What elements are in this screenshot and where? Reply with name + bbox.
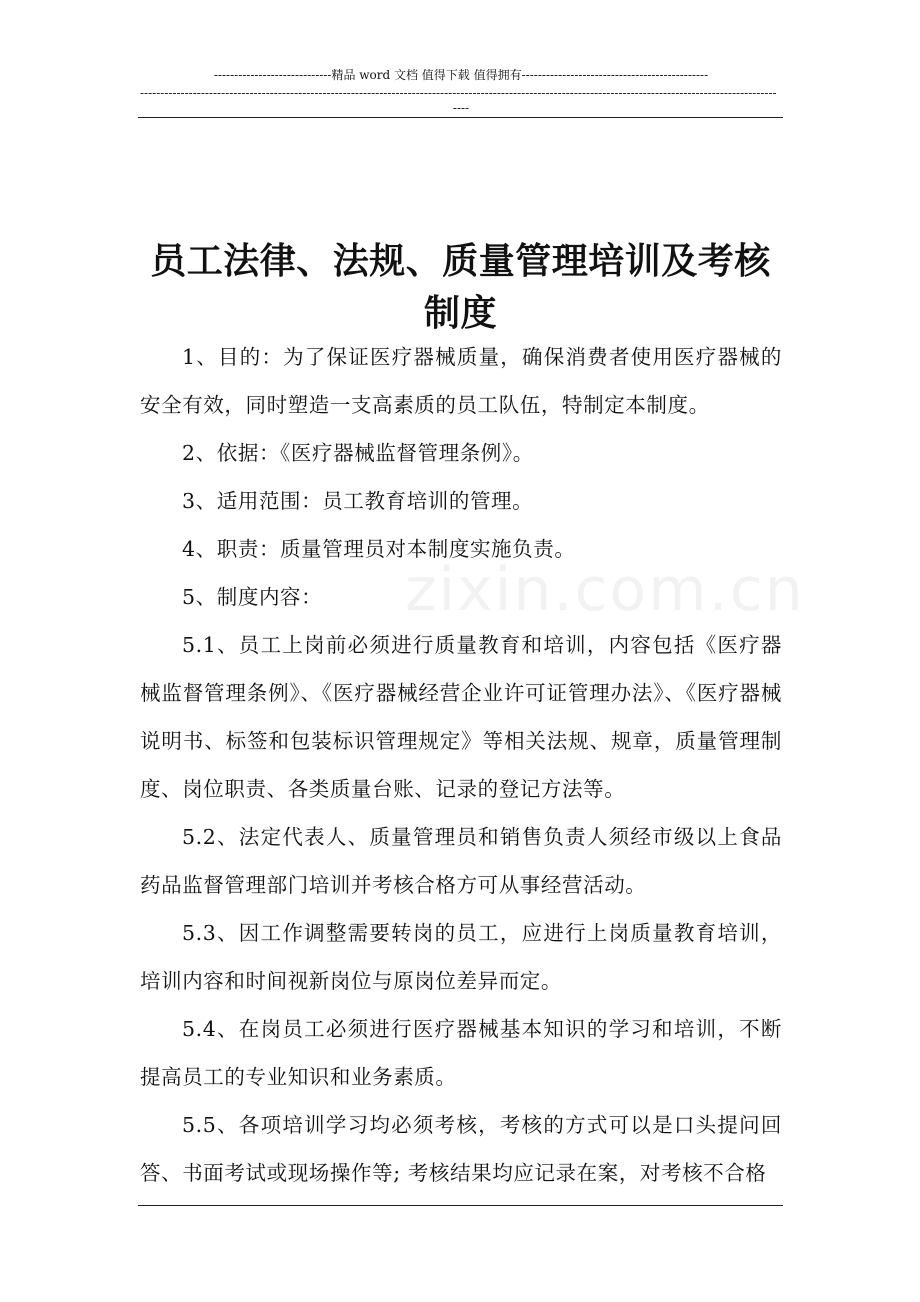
paragraph-5-4: 5.4、在岗员工必须进行医疗器械基本知识的学习和培训，不断提高员工的专业知识和业务素质。 bbox=[140, 1017, 782, 1089]
footer-rule bbox=[138, 1205, 783, 1206]
header-dash-line: ------------------------------------------------------------------------------------------------------------------------------------------------------------- bbox=[140, 86, 777, 100]
paragraph-5-2: 5.2、法定代表人、质量管理员和销售负责人须经市级以上食品药品监督管理部门培训并考核合格方可从事经营活动。 bbox=[140, 825, 782, 897]
document-title: 员工法律、法规、质量管理培训及考核制度 bbox=[150, 241, 771, 334]
header-dash-tail: ---- bbox=[452, 101, 470, 115]
paragraph-content-heading: 5、制度内容： bbox=[182, 585, 323, 609]
paragraph-scope: 3、适用范围：员工教育培训的管理。 bbox=[182, 489, 534, 513]
paragraph-5-3: 5.3、因工作调整需要转岗的员工，应进行上岗质量教育培训，培训内容和时间视新岗位与原岗位差异而定。 bbox=[140, 921, 782, 993]
paragraph-5-5: 5.5、各项培训学习均必须考核，考核的方式可以是口头提问回答、书面考试或现场操作等; 考核结果均应记录在案，对考核不合格 bbox=[140, 1113, 782, 1185]
paragraph-basis: 2、依据：《医疗器械监督管理条例》。 bbox=[182, 441, 534, 465]
header-banner: -----------------------------精品 word 文档 值得下载 值得拥有---------------------------------------------- bbox=[213, 68, 709, 82]
paragraph-5-1: 5.1、员工上岗前必须进行质量教育和培训，内容包括《医疗器械监督管理条例》、《医疗器械经营企业许可证管理办法》、《医疗器械说明书、标签和包装标识管理规定》等相关法规、规章，质量管理制度、岗位职责、各类质量台账、记录的登记方法等。 bbox=[140, 633, 782, 801]
paragraph-purpose: 1、目的：为了保证医疗器械质量，确保消费者使用医疗器械的安全有效，同时塑造一支高素质的员工队伍，特制定本制度。 bbox=[140, 345, 782, 417]
header-rule bbox=[138, 117, 783, 118]
document-body bbox=[140, 333, 782, 1197]
paragraph-responsibility: 4、职责：质量管理员对本制度实施负责。 bbox=[182, 537, 576, 561]
watermark: zixin.com.cn bbox=[405, 555, 805, 625]
